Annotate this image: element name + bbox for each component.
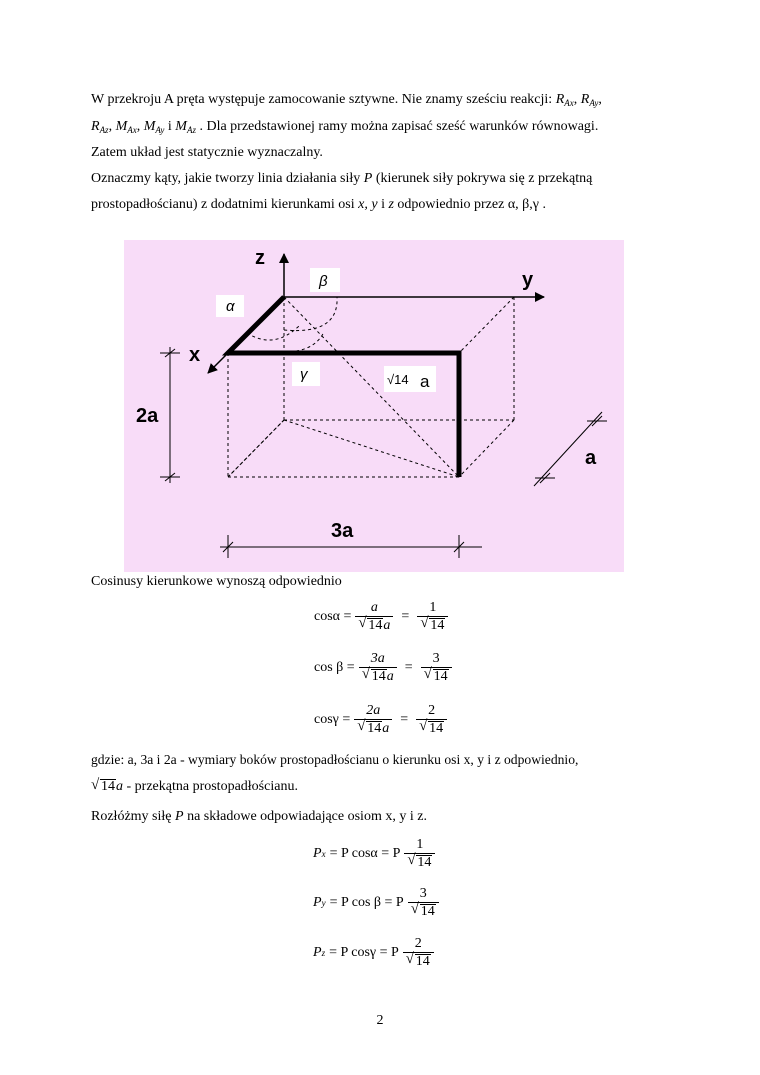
beta-label: β	[319, 273, 328, 290]
cos-beta-fraction-2: 3 √ 14	[421, 651, 452, 684]
alpha-label: α	[226, 298, 235, 315]
paragraph-2-line-1: Oznaczmy kąty, jakie tworzy linia działania siły P (kierunek siły pokrywa się z przekątną	[91, 171, 593, 186]
cos-gamma-fraction-2: 2 √ 14	[416, 703, 447, 736]
gamma-label: γ	[300, 366, 308, 383]
pz-equation: P z = P cosγ = P 2 √ 14	[313, 936, 438, 969]
paragraph-2-line-2: prostopadłościanu) z dodatnimi kierunkami osi x, y i z odpowiednio przez α, β,γ .	[91, 197, 546, 212]
pz-fraction: 2 √ 14	[403, 936, 434, 969]
cos-gamma-equation: cosγ = 2a √ 14a = 2 √ 14	[314, 703, 451, 736]
diagonal-root-label: √14	[387, 372, 409, 387]
z-axis-label: z	[255, 247, 265, 269]
frame-diagram-svg	[124, 240, 624, 572]
paragraph-1-line-3: Zatem układ jest statycznie wyznaczalny.	[91, 145, 323, 160]
depth-label: a	[585, 447, 597, 469]
page-number: 2	[376, 1013, 384, 1028]
cos-alpha-fraction-1: a √ 14a	[355, 600, 393, 633]
paragraph-1-line-1: W przekroju A pręta występuje zamocowanie sztywne. Nie znamy sześciu reakcji: $R_{Ax}$, $R_{Ay}$,	[91, 92, 602, 108]
x-axis-arrow	[208, 353, 228, 373]
py-fraction: 3 √ 14	[408, 886, 439, 919]
x-axis-label: x	[189, 344, 201, 366]
gdzie-line-1: gdzie: a, 3a i 2a - wymiary boków prostopadłościanu o kierunku osi x, y i z odpowiednio,	[91, 752, 579, 767]
gdzie-line-2: √ 14a - przekątna prostopadłościanu.	[91, 777, 298, 794]
px-fraction: 1 √ 14	[404, 837, 435, 870]
cos-beta-equation: cos β = 3a √ 14a = 3 √ 14	[314, 651, 456, 684]
decompose-text: Rozłóżmy siłę P na składowe odpowiadające osiom x, y i z.	[91, 809, 427, 824]
frame-diagram	[124, 240, 624, 572]
cos-gamma-fraction-1: 2a √ 14a	[354, 703, 392, 736]
cos-alpha-fraction-2: 1 √ 14	[417, 600, 448, 633]
y-axis-label: y	[522, 269, 534, 291]
px-equation: P x = P cosα = P 1 √ 14	[313, 837, 439, 870]
length-label: 3a	[331, 520, 354, 542]
paragraph-1-line-2: $R_{Az}$, $M_{Ax}$, $M_{Ay}$ i $M_{Az}$ . Dla przedstawionej ramy można zapisać sześć warunków równowagi.	[91, 119, 599, 135]
diagonal-a-label: a	[420, 372, 430, 391]
height-dimension	[160, 347, 180, 483]
cosines-intro: Cosinusy kierunkowe wynoszą odpowiednio	[91, 574, 342, 589]
cos-beta-fraction-1: 3a √ 14a	[359, 651, 397, 684]
box-dashed-edges	[228, 297, 514, 477]
height-label: 2a	[136, 405, 159, 427]
py-equation: P y = P cos β = P 3 √ 14	[313, 886, 443, 919]
cos-alpha-equation: cosα = a √ 14a = 1 √ 14	[314, 600, 452, 633]
